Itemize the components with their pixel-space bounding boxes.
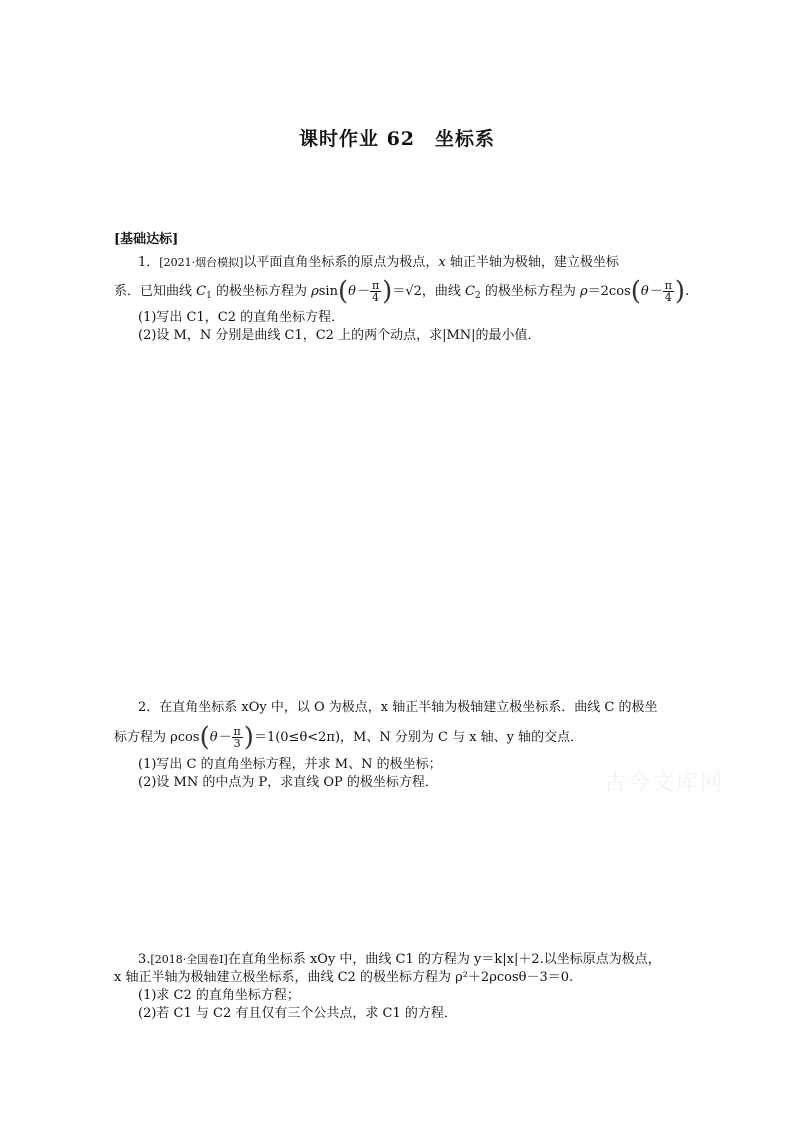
q1-line-2 <box>114 276 690 307</box>
frac3-num: π <box>233 725 241 738</box>
q3-line-2: x 轴正半轴为极轴建立极坐标系，曲线 C2 的极坐标方程为 ρ²＋2ρcosθ－3＝0. <box>114 970 574 985</box>
q1-text-d: 的极坐标方程为 <box>211 284 312 299</box>
q1-text-a: 以平面直角坐标系的原点为极点， <box>243 255 439 270</box>
q1-text-f: 的极坐标方程为 <box>480 284 580 299</box>
q1-c: C <box>196 284 207 299</box>
fraction-pi-4 <box>370 280 381 303</box>
q1-line-1 <box>138 254 619 272</box>
q2-text-c: ＝1(0≤θ<2π)，M、N 分别为 C 与 x 轴、y 轴的交点． <box>253 730 584 745</box>
q1-part-2: (2)设 M，N 分别是曲线 C1，C2 上的两个动点，求|MN|的最小值． <box>138 328 541 343</box>
left-paren: ( <box>337 276 349 307</box>
q1-source: [2021·烟台模拟] <box>159 256 244 269</box>
q2-number: 2． <box>138 700 160 715</box>
q1-sqrt: ＝√2 <box>392 284 422 299</box>
q1-text-e: ，曲线 <box>421 284 466 299</box>
q2-part-2: (2)设 MN 的中点为 P，求直线 OP 的极坐标方程． <box>138 775 438 790</box>
frac3-den: 3 <box>233 737 241 750</box>
q1-sub1: 1 <box>206 291 212 301</box>
q2-left-paren: ( <box>199 722 210 753</box>
q2-text-a: 在直角坐标系 xOy 中，以 O 为极点，x 轴正半轴为极轴建立极坐标系．曲线 C 的极坐 <box>159 700 658 715</box>
q1-text-b: 轴正半轴为极轴，建立极坐标 <box>445 255 619 270</box>
q3-part-2: (2)若 C1 与 C2 有且仅有三个公共点，求 C1 的方程． <box>138 1006 457 1021</box>
q2-part-1: (1)写出 C 的直角坐标方程，并求 M、N 的极坐标； <box>138 757 442 772</box>
q3-line-1 <box>138 951 661 969</box>
q1-rho: ρ <box>311 284 319 299</box>
fraction-pi-3 <box>232 726 243 749</box>
q2-right-paren: ) <box>243 722 254 753</box>
q1-c2: C <box>465 284 475 299</box>
q1-part-1: (1)写出 C1，C2 的直角坐标方程． <box>138 310 345 325</box>
frac-num-b: π <box>664 279 672 292</box>
q1-theta: θ－ <box>348 284 369 299</box>
watermark: 古今文库网 <box>604 771 725 796</box>
left-paren-2: ( <box>630 276 641 307</box>
fraction-pi-4-b <box>663 280 674 303</box>
q2-line-2 <box>114 722 584 753</box>
q1-period: . <box>685 284 690 299</box>
q1-number: 1． <box>138 255 160 270</box>
q3-number: 3. <box>138 952 151 967</box>
q1-theta2: θ－ <box>640 284 662 299</box>
frac-den-b: 4 <box>664 291 672 304</box>
right-paren-2: ) <box>674 276 686 307</box>
section-heading: [基础达标] <box>114 232 179 247</box>
q3-source: [2018·全国卷Ⅰ] <box>150 953 228 966</box>
q2-theta: θ－ <box>209 730 231 745</box>
q1-x: x <box>438 255 446 270</box>
q1-sub2: 2 <box>474 291 481 301</box>
frac-den: 4 <box>372 291 380 304</box>
q1-rho2: ρ <box>579 284 588 299</box>
right-paren: ) <box>382 276 393 307</box>
q3-part-1: (1)求 C2 的直角坐标方程； <box>138 988 300 1003</box>
q3-text-a: 在直角坐标系 xOy 中，曲线 C1 的方程为 y＝k|x|＋2.以坐标原点为极点， <box>227 952 661 967</box>
page-title: 课时作业 62 坐标系 <box>298 128 496 150</box>
q1-eq2: ＝2cos <box>587 284 631 299</box>
frac-num: π <box>371 279 380 292</box>
q2-line-1 <box>138 699 657 717</box>
q1-sin: sin <box>318 284 338 299</box>
q1-text-c: 系．已知曲线 <box>114 284 197 299</box>
q2-text-b: 标方程为 ρcos <box>114 730 200 745</box>
